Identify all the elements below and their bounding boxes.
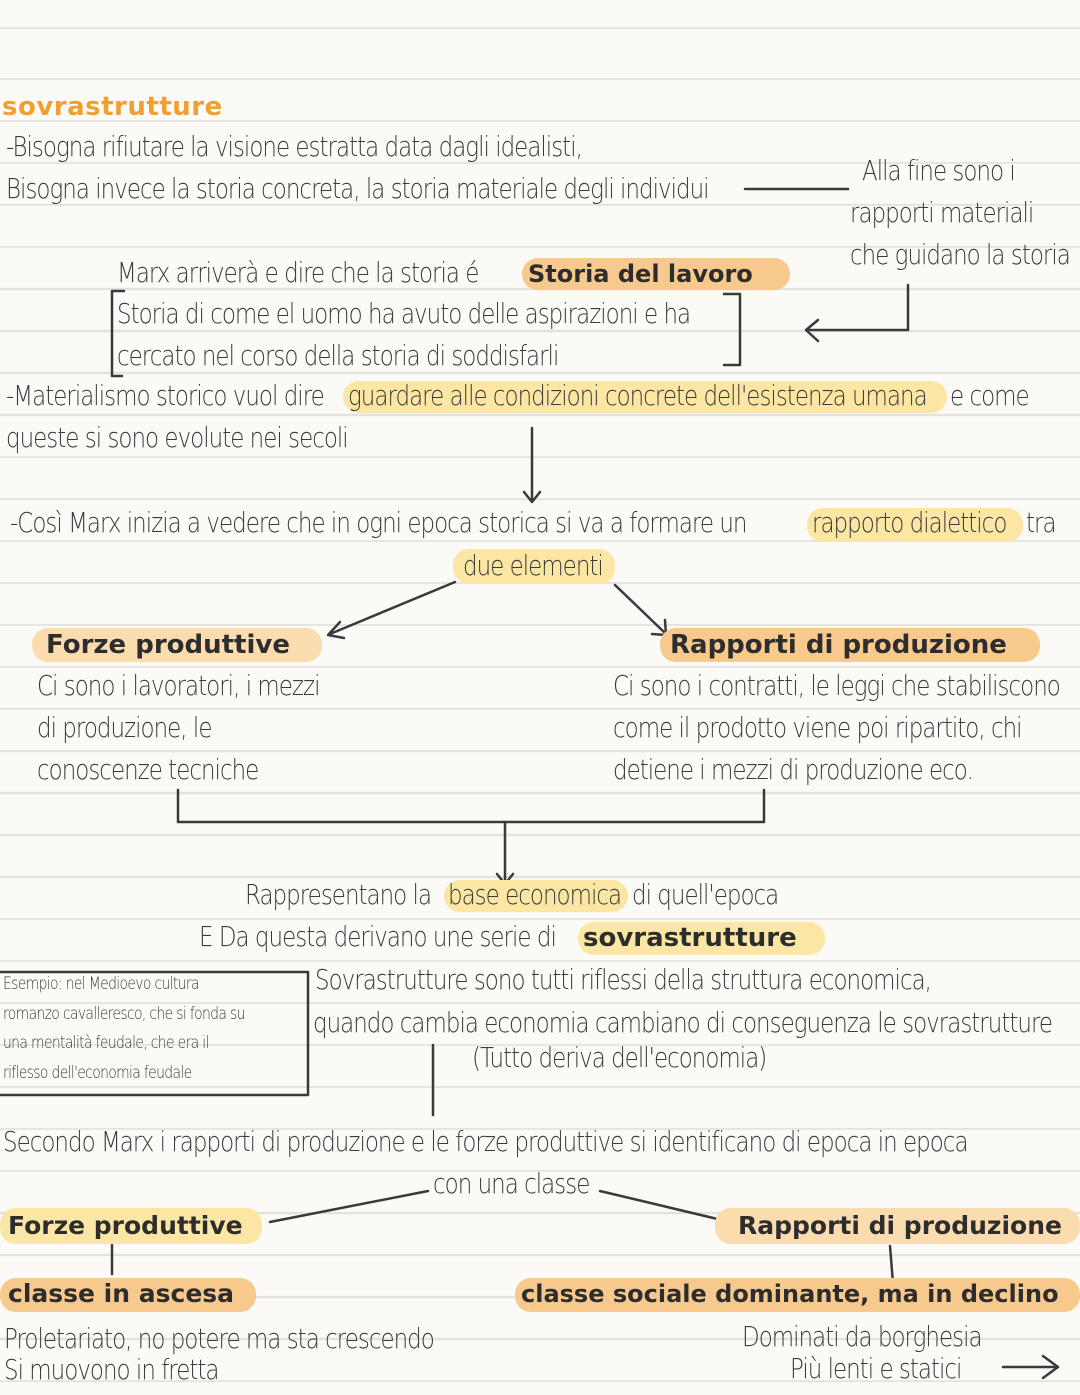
bottom-rapporti-title: Rapporti di produzione (738, 1211, 1062, 1240)
marx-bracket-line-1: Storia di come el uomo ha avuto delle aspirazioni e ha (117, 297, 691, 330)
materialismo-pre: -Materialismo storico vuol dire (6, 379, 324, 412)
marx-highlight: Storia del lavoro (528, 260, 753, 288)
base-pre: Rappresentano la (245, 878, 432, 911)
intro-line-2: Bisogna invece la storia concreta, la storia materiale degli individui (6, 172, 709, 205)
dialettico-highlight: rapporto dialettico (812, 506, 1007, 539)
side-note-line-1: Alla fine sono i (862, 154, 1015, 187)
intro-line-1: -Bisogna rifiutare la visione estratta data dagli idealisti, (6, 130, 582, 163)
bottom-left-line-2: Si muovono in fretta (4, 1353, 219, 1386)
esempio-line-1: Esempio: nel Medioevo cultura (3, 974, 199, 994)
esempio-line-4: riflesso dell'economia feudale (3, 1063, 192, 1083)
bottom-left-line-1: Proletariato, no potere ma sta crescendo (4, 1322, 434, 1355)
rapporti-title: Rapporti di produzione (670, 630, 1007, 660)
side-note-line-3: che guidano la storia (850, 238, 1070, 271)
classe-dominante: classe sociale dominante, ma in declino (521, 1280, 1059, 1308)
forze-line-2: di produzione, le (37, 711, 212, 744)
bottom-right-line-1: Dominati da borghesia (742, 1320, 982, 1353)
due-elementi: due elementi (463, 549, 603, 582)
side-note-line-2: rapporti materiali (850, 196, 1034, 229)
materialismo-post: e come (950, 379, 1029, 412)
base-line-2-pre: E Da questa derivano une serie di (199, 920, 556, 953)
esempio-line-3: una mentalità feudale, che era il (3, 1033, 209, 1053)
secondo-line-1: Secondo Marx i rapporti di produzione e le forze produttive si identificano di epoca in epoca (3, 1125, 968, 1158)
rapporti-line-2: come il prodotto viene poi ripartito, chi (613, 711, 1022, 744)
base-line-2-highlight: sovrastrutture (583, 923, 797, 953)
bottom-right-line-2: Più lenti e statici (790, 1352, 962, 1385)
forze-line-1: Ci sono i lavoratori, i mezzi (37, 669, 320, 702)
bottom-forze-title: Forze produttive (8, 1211, 243, 1240)
rapporti-line-3: detiene i mezzi di produzione eco. (613, 753, 973, 786)
base-highlight: base economica (448, 878, 622, 911)
materialismo-highlight: guardare alle condizioni concrete dell'esistenza umana (348, 379, 927, 412)
sovra-line-1: Sovrastrutture sono tutti riflessi della struttura economica, (315, 963, 931, 996)
materialismo-line-2: queste si sono evolute nei secoli (6, 421, 348, 454)
dialettico-post: tra (1026, 506, 1056, 539)
marx-line: Marx arriverà e dire che la storia é (117, 256, 479, 289)
forze-title: Forze produttive (46, 630, 290, 660)
rapporti-line-1: Ci sono i contratti, le leggi che stabiliscono (613, 669, 1060, 702)
base-post: di quell'epoca (632, 878, 779, 911)
forze-line-3: conoscenze tecniche (37, 753, 259, 786)
sovra-line-2: quando cambia economia cambiano di conseguenza le sovrastrutture (313, 1006, 1053, 1039)
page-heading: sovrastrutture (2, 92, 223, 122)
sovra-line-3: (Tutto deriva dell'economia) (472, 1041, 767, 1074)
marx-bracket-line-2: cercato nel corso della storia di soddisfarli (117, 339, 559, 372)
secondo-line-2: con una classe (433, 1167, 590, 1200)
esempio-line-2: romanzo cavalleresco, che si fonda su (3, 1004, 245, 1024)
dialettico-pre: -Così Marx inizia a vedere che in ogni epoca storica si va a formare un (10, 506, 747, 539)
classe-ascesa: classe in ascesa (8, 1279, 235, 1308)
